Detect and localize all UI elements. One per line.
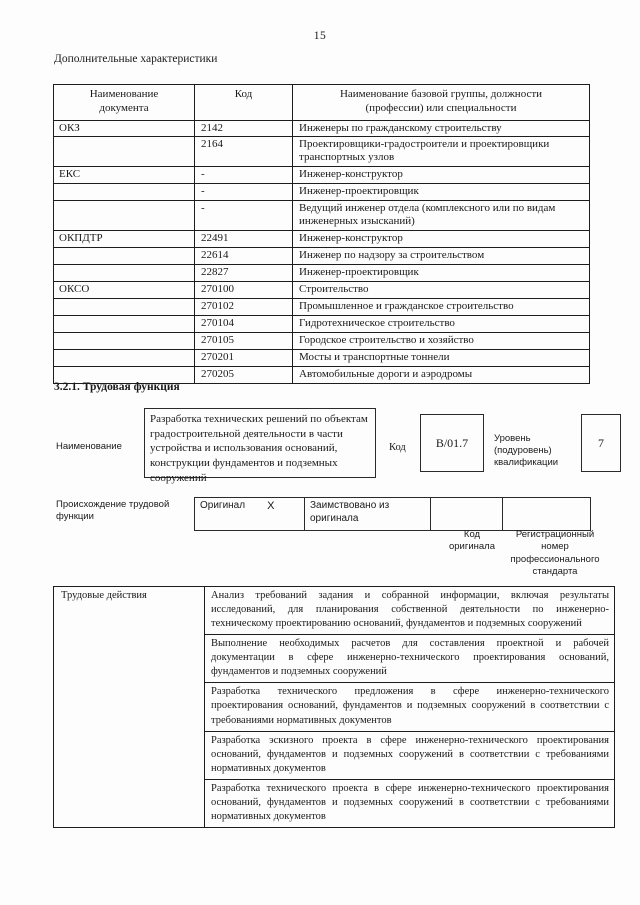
origin-label-line2: функции	[56, 511, 94, 523]
origin-registration-number-cell[interactable]	[503, 498, 591, 531]
column-header-code-line1: Код	[234, 88, 253, 100]
table-row	[54, 316, 590, 333]
cell-document	[54, 137, 195, 167]
cell-code: 270205	[195, 367, 293, 384]
additional-characteristics-title: Дополнительные характеристики	[54, 53, 218, 65]
labor-function-level-label	[494, 433, 578, 469]
table-row	[54, 333, 590, 350]
level-label-line1: Уровень	[494, 433, 531, 444]
code-original-label-line1: Код	[463, 529, 481, 540]
labor-action-item	[205, 683, 615, 731]
labor-action-text: Разработка технического предложения в сфере инженерно-технического проектирования оснований, фундаментов и подземных сооружений в соответствии с требованиями нормативных документов	[211, 686, 609, 726]
origin-borrowed-label-line1: Заимствовано из	[310, 500, 390, 511]
origin-label-line1: Происхождение трудовой	[56, 499, 170, 510]
table-row	[54, 350, 590, 367]
origin-original-cell[interactable]	[195, 498, 305, 531]
cell-code: 270105	[195, 333, 293, 350]
table-row	[54, 120, 590, 137]
cell-code: 2164	[195, 137, 293, 167]
cell-group: Гидротехническое строительство	[293, 316, 590, 333]
cell-group: Городское строительство и хозяйство	[293, 333, 590, 350]
cell-document	[54, 333, 195, 350]
column-header-document	[54, 85, 195, 121]
column-header-document-line1: Наименование	[89, 88, 159, 100]
registration-number-label	[509, 529, 601, 578]
registration-number-label-line1: Регистрационный	[515, 529, 595, 540]
origin-original-label: Оригинал	[200, 500, 246, 511]
column-header-document-line2: документа	[99, 101, 149, 114]
cell-document	[54, 299, 195, 316]
labor-function-name-label: Наименование	[56, 441, 122, 452]
table-row	[54, 231, 590, 248]
cell-group: Инженер по надзору за строительством	[293, 248, 590, 265]
labor-action-text: Выполнение необходимых расчетов для составления проектной и рабочей документации в сфере инженерно-технического проектирования оснований, фундаментов и подземных сооружений	[211, 638, 609, 678]
cell-document	[54, 201, 195, 231]
cell-group: Ведущий инженер отдела (комплексного или по видам инженерных изысканий)	[293, 201, 590, 231]
page-number: 15	[313, 30, 327, 42]
labor-action-item	[205, 731, 615, 779]
table-row	[54, 265, 590, 282]
origin-table	[194, 497, 591, 531]
labor-function-row	[54, 408, 604, 486]
cell-group: Строительство	[293, 282, 590, 299]
cell-code: 22614	[195, 248, 293, 265]
cell-code: -	[195, 201, 293, 231]
cell-code: 2142	[195, 120, 293, 137]
level-label-line2: (подуровень)	[494, 444, 552, 456]
additional-characteristics-table	[53, 84, 590, 384]
cell-code: 22491	[195, 231, 293, 248]
table-row	[54, 282, 590, 299]
cell-code: 22827	[195, 265, 293, 282]
origin-label	[56, 499, 186, 524]
column-header-group-line2: (профессии) или специальности	[365, 101, 517, 114]
table-row	[54, 201, 590, 231]
origin-row	[195, 498, 591, 531]
labor-action-item	[205, 779, 615, 827]
cell-code: 270201	[195, 350, 293, 367]
origin-borrowed-cell[interactable]	[305, 498, 431, 531]
table-row	[54, 248, 590, 265]
registration-number-label-line2: номер	[541, 541, 569, 553]
cell-code: 270100	[195, 282, 293, 299]
labor-function-code-value: B/01.7	[420, 414, 484, 472]
cell-group: Автомобильные дороги и аэродромы	[293, 367, 590, 384]
cell-code: -	[195, 167, 293, 184]
column-header-group-line1: Наименование базовой группы, должности	[339, 88, 543, 100]
code-original-label-line2: оригинала	[448, 541, 495, 553]
registration-number-label-line4: стандарта	[532, 566, 578, 578]
cell-group: Инженеры по гражданскому строительству	[293, 120, 590, 137]
labor-action-item	[205, 635, 615, 683]
cell-code: -	[195, 184, 293, 201]
cell-document: ОКПДТР	[54, 231, 195, 248]
cell-group: Инженер-проектировщик	[293, 184, 590, 201]
cell-document: ЕКС	[54, 167, 195, 184]
cell-document: ОКСО	[54, 282, 195, 299]
table-row	[54, 167, 590, 184]
column-header-code	[195, 85, 293, 121]
labor-function-heading: 3.2.1. Трудовая функция	[54, 381, 180, 393]
cell-document	[54, 184, 195, 201]
cell-document	[54, 248, 195, 265]
labor-function-code-label: Код	[389, 442, 406, 453]
cell-document	[54, 265, 195, 282]
labor-actions-table	[53, 586, 615, 828]
cell-group: Инженер-проектировщик	[293, 265, 590, 282]
table-row	[54, 137, 590, 167]
cell-group: Проектировщики-градостроители и проектировщики транспортных узлов	[293, 137, 590, 167]
labor-function-name-value: Разработка технических решений по объектам градостроительной деятельности в части устройства и использования оснований, конструкции фундаментов и подземных сооружений	[144, 408, 376, 478]
cell-group: Промышленное и гражданское строительство	[293, 299, 590, 316]
labor-function-level-value: 7	[581, 414, 621, 472]
cell-group: Инженер-конструктор	[293, 167, 590, 184]
code-original-label	[436, 529, 508, 554]
table-header-row	[54, 85, 590, 121]
registration-number-label-line3: профессионального	[510, 553, 600, 565]
table-row	[54, 299, 590, 316]
cell-document	[54, 316, 195, 333]
labor-action-text: Анализ требований задания и собранной информации, включая результаты исследований, для планирования собственной деятельности по инженерно-техническому проектированию оснований, фундаментов и подземных сооружений	[211, 590, 609, 630]
origin-original-mark: X	[267, 500, 275, 512]
column-header-group	[293, 85, 590, 121]
cell-code: 270104	[195, 316, 293, 333]
cell-code: 270102	[195, 299, 293, 316]
table-row	[54, 184, 590, 201]
labor-action-text: Разработка эскизного проекта в сфере инженерно-технического проектирования оснований, фундаментов и подземных сооружений в соответствии с требованиями нормативных документов	[211, 734, 609, 774]
origin-code-original-cell[interactable]	[431, 498, 503, 531]
labor-action-text: Разработка технического проекта в сфере инженерно-технического проектирования оснований, фундаментов и подземных сооружений в соответствии с требованиями нормативных документов	[211, 782, 609, 822]
level-label-line3: квалификации	[494, 456, 559, 468]
labor-action-item	[205, 587, 615, 635]
cell-document: ОКЗ	[54, 120, 195, 137]
cell-document	[54, 350, 195, 367]
cell-group: Мосты и транспортные тоннели	[293, 350, 590, 367]
labor-actions-label: Трудовые действия	[54, 587, 205, 828]
cell-group: Инженер-конструктор	[293, 231, 590, 248]
table-row	[54, 587, 615, 635]
origin-borrowed-label-line2: оригинала	[310, 512, 359, 524]
